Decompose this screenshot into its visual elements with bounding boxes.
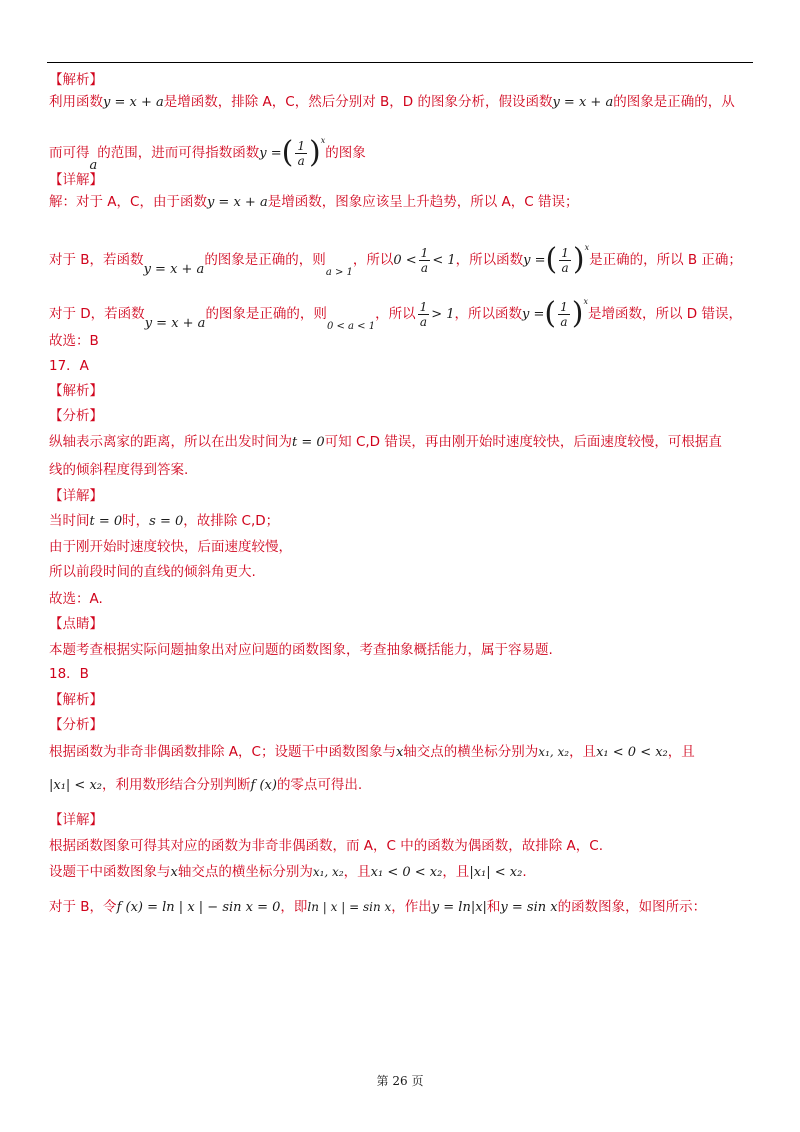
s16-detail-line2 — [49, 230, 742, 280]
s17-answer: 故选：A. — [49, 591, 103, 607]
text: 的图象是正确的，则 — [205, 306, 327, 322]
text: ，且 — [442, 864, 470, 880]
s16-detail-line1 — [49, 192, 578, 213]
s18-heading: 18．B — [49, 666, 89, 682]
header-rule — [47, 62, 753, 63]
fraction — [559, 246, 571, 275]
math-formula: x₁, x₂ — [312, 865, 344, 879]
text: 是增函数，所以 D 错误， — [588, 306, 742, 322]
text: 的零点可得出. — [276, 777, 363, 793]
s18-xiangjie-label: 【详解】 — [49, 812, 103, 828]
math-formula: f (x) = ln | x | − sin x = 0 — [116, 900, 281, 915]
s17-xiangjie-label: 【详解】 — [49, 488, 103, 504]
math-formula: y = — [259, 146, 282, 161]
numerator: 1 — [561, 245, 569, 260]
text: 可知 C,D 错误，再由刚开始时速度较快，后面速度较慢，可根据直 — [324, 434, 722, 450]
math-formula: y = x + a — [206, 195, 268, 210]
text: 而可得 — [49, 145, 90, 161]
right-paren: ) — [572, 242, 585, 277]
s18-fenxi-label: 【分析】 — [49, 717, 103, 733]
fraction — [419, 246, 431, 275]
text: ，所以 — [352, 252, 394, 268]
math-formula: s = 0 — [149, 514, 184, 529]
s17-detail-line2: 由于刚开始时速度较快，后面速度较慢， — [49, 539, 292, 555]
s17-jiexi-label: 【解析】 — [49, 383, 103, 399]
text: 的图象是正确的，从 — [613, 94, 735, 110]
s18-analysis-line1 — [49, 742, 695, 763]
text: ，且 — [569, 744, 597, 760]
text: 解：对于 A，C，由于函数 — [49, 194, 207, 210]
left-paren: ( — [545, 242, 558, 277]
text: 是增函数，图象应该呈上升趋势，所以 A，C 错误； — [267, 194, 579, 210]
s17-detail-line3: 所以前段时间的直线的倾斜角更大. — [49, 564, 256, 580]
text: 设题干中函数图象与 — [49, 864, 171, 880]
text: 对于 D，若函数 — [49, 306, 145, 322]
right-paren: ) — [571, 296, 584, 331]
math-formula: |x₁| < x₂ — [469, 865, 523, 880]
text: 根据函数为非奇非偶函数排除 A，C；设题干中函数图象与 — [49, 744, 396, 760]
s18-jiexi-label: 【解析】 — [49, 692, 103, 708]
text: 对于 B，令 — [49, 899, 117, 915]
fraction — [558, 300, 570, 329]
denominator: a — [561, 260, 569, 275]
text: 时， — [122, 513, 150, 529]
math-formula: ln | x | = sin x — [307, 900, 392, 914]
numerator: 1 — [419, 299, 428, 314]
math-formula: < 1 — [432, 253, 456, 268]
text: 的图象是正确的，则 — [204, 252, 326, 268]
math-formula: 0 < a < 1 — [326, 321, 376, 332]
numerator: 1 — [560, 299, 568, 314]
superscript: x — [584, 243, 590, 252]
s16-detail-line3 — [49, 284, 742, 334]
math-formula: |x₁| < x₂ — [49, 778, 103, 793]
right-paren: ) — [309, 135, 321, 170]
math-formula: y = x + a — [144, 316, 206, 331]
math-formula: a > 1 — [325, 267, 353, 278]
s17-analysis-line2: 线的倾斜程度得到答案. — [49, 462, 189, 478]
text: . — [522, 864, 527, 880]
math-formula: y = — [522, 307, 545, 322]
math-formula: t = 0 — [292, 435, 325, 450]
math-formula: y = ln|x| — [431, 900, 487, 915]
fraction — [418, 300, 430, 329]
math-formula: t = 0 — [89, 514, 123, 529]
math-formula: 0 < — [393, 253, 417, 268]
text: ，所以函数 — [455, 252, 524, 268]
math-formula: x — [170, 865, 178, 880]
text: 轴交点的横坐标分别为 — [403, 744, 539, 760]
math-formula: a — [89, 158, 98, 173]
s18-detail-line1: 根据函数图象可得其对应的函数为非奇非偶函数，而 A，C 中的函数为偶函数，故排除 A，C. — [49, 838, 603, 854]
math-formula: x₁ < 0 < x₂ — [370, 865, 443, 880]
math-formula: y = x + a — [103, 95, 164, 110]
math-formula: y = x + a — [143, 262, 205, 277]
text: 和 — [486, 899, 501, 915]
s18-detail-line2 — [49, 862, 527, 883]
fraction — [295, 139, 307, 168]
denominator: a — [420, 260, 429, 275]
page-number: 第 26 页 — [376, 1074, 424, 1088]
text: 是增函数，排除 A，C，然后分别对 B，D 的图象分析，假设函数 — [163, 94, 553, 110]
math-formula: y = sin x — [500, 900, 558, 915]
math-formula: y = x + a — [552, 95, 614, 110]
math-formula: y = — [523, 253, 546, 268]
denominator: a — [297, 153, 305, 168]
numerator: 1 — [420, 245, 429, 260]
text: 的图象 — [325, 145, 366, 161]
text: ，所以函数 — [454, 306, 523, 322]
text: ，所以 — [375, 306, 416, 322]
s16-jiexi-line1 — [49, 92, 735, 113]
left-paren: ( — [281, 135, 294, 170]
superscript: x — [320, 136, 326, 145]
s17-heading: 17．A — [49, 358, 89, 374]
text: 轴交点的横坐标分别为 — [177, 864, 313, 880]
text: ，利用数形结合分别判断 — [102, 777, 251, 793]
denominator: a — [419, 314, 427, 329]
math-formula: x — [395, 745, 404, 760]
text: 的函数图象，如图所示： — [557, 899, 707, 915]
text: 当时间 — [49, 513, 90, 529]
s16-xiangjie-label: 【详解】 — [49, 172, 103, 188]
s17-detail-line1 — [49, 511, 279, 532]
s17-dianjing-label: 【点睛】 — [49, 616, 103, 632]
s17-dianjing-text: 本题考查根据实际问题抽象出对应问题的函数图象，考查抽象概括能力，属于容易题. — [49, 642, 553, 658]
denominator: a — [560, 314, 568, 329]
superscript: x — [583, 297, 589, 306]
text: ，作出 — [391, 899, 432, 915]
text: ，且 — [343, 864, 371, 880]
text: 的范围，进而可得指数函数 — [97, 145, 260, 161]
text: 对于 B，若函数 — [49, 252, 144, 268]
text: ，即 — [280, 899, 308, 915]
text: 纵轴表示离家的距离，所以在出发时间为 — [49, 434, 292, 450]
s17-fenxi-label: 【分析】 — [49, 408, 103, 424]
numerator: 1 — [297, 138, 305, 153]
s18-analysis-line2 — [49, 775, 362, 796]
text: 是正确的，所以 B 正确； — [589, 252, 742, 268]
text: 利用函数 — [49, 94, 103, 110]
text: ，故排除 C,D； — [183, 513, 280, 529]
left-paren: ( — [544, 296, 557, 331]
s17-analysis-line1 — [49, 432, 722, 453]
math-formula: x₁, x₂ — [538, 745, 570, 759]
math-formula: f (x) — [250, 778, 277, 793]
math-formula: > 1 — [431, 307, 455, 322]
s18-detail-line3 — [49, 897, 706, 918]
s16-jiexi-line2 — [49, 124, 366, 171]
math-formula: x₁ < 0 < x₂ — [596, 745, 668, 760]
s16-jiexi-label: 【解析】 — [49, 72, 103, 88]
text: ，且 — [667, 744, 695, 760]
s16-answer: 故选：B — [49, 333, 99, 349]
